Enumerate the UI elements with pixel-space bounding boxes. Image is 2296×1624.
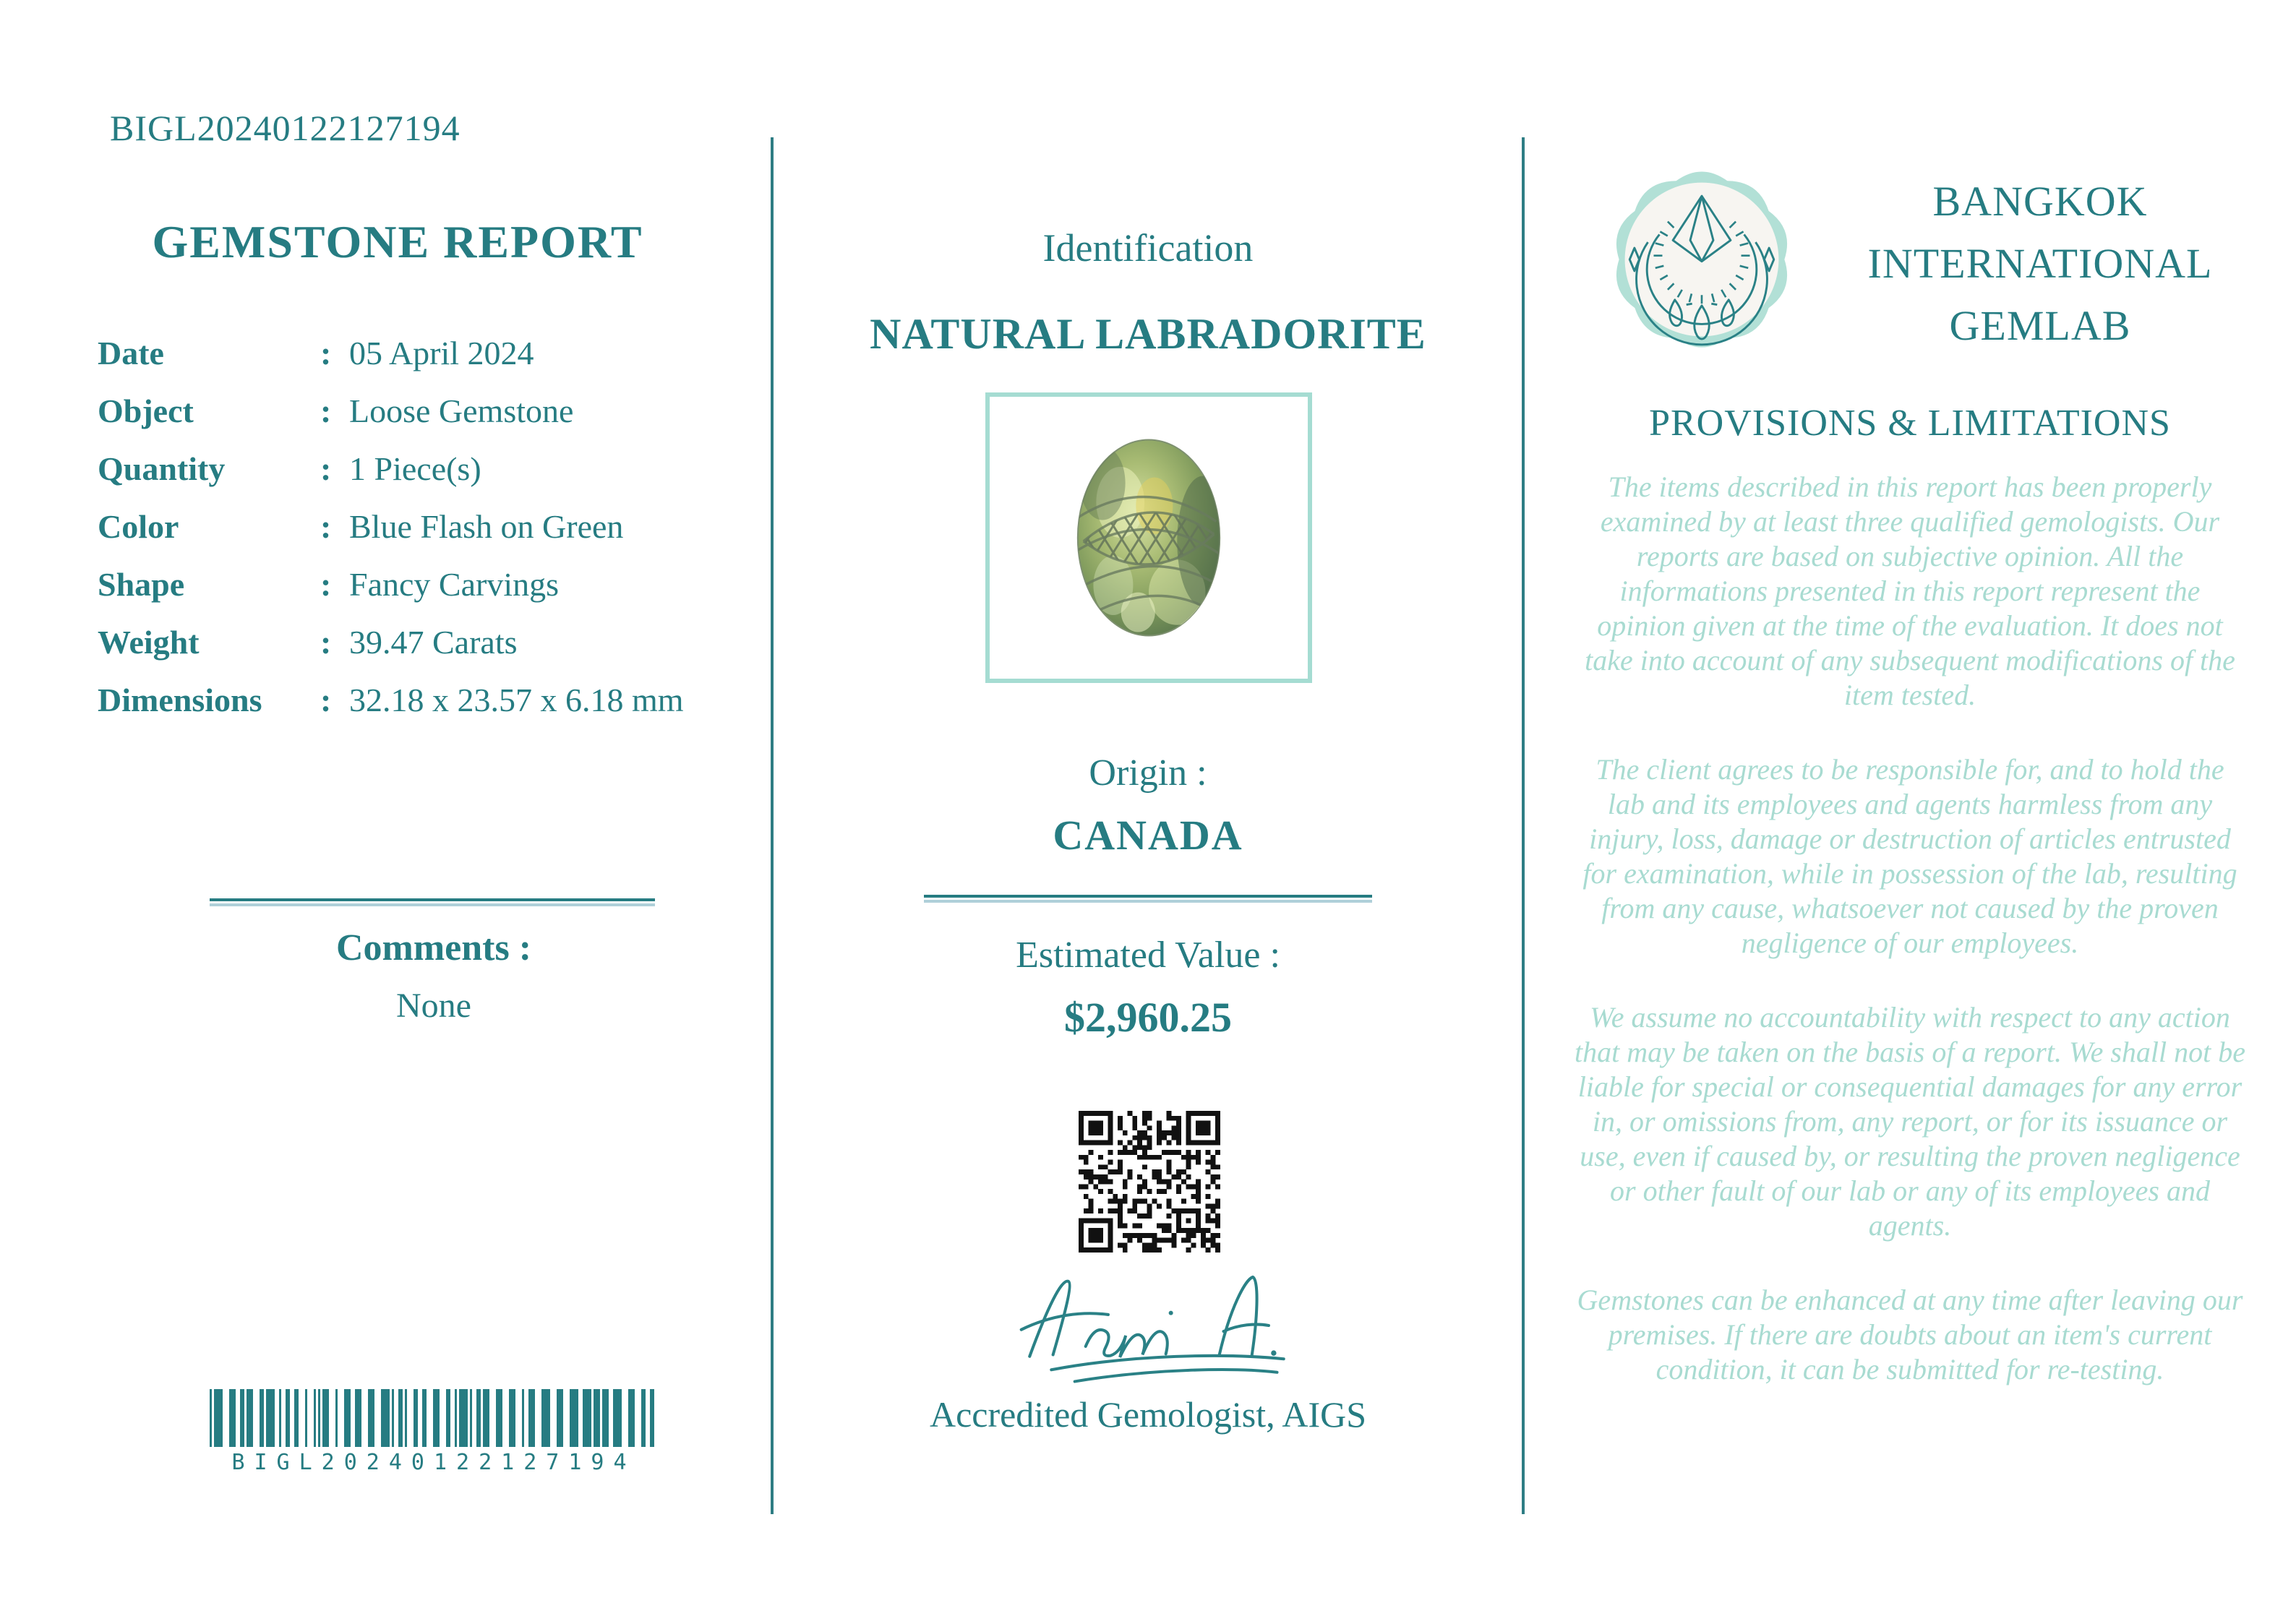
signatory-title: Accredited Gemologist, AIGS (929, 1394, 1367, 1435)
detail-label: Dimensions (98, 682, 262, 718)
table-row (98, 507, 748, 565)
origin-value: CANADA (1053, 812, 1243, 859)
origin-label: Origin : (1089, 752, 1207, 794)
provisions-heading: PROVISIONS & LIMITATIONS (1649, 403, 2171, 444)
detail-separator: : (320, 566, 332, 603)
provisions-paragraph: The items described in this report has been properly examined by at least three qualified gemologists. Our reports are based on subjective opinion. All the informations presented in this report represent the opinion given at the time of the evaluation. It does not take into account of any subsequent modifications of the item tested. (1585, 471, 2235, 711)
barcode-text: BIGL20240122127194 (231, 1450, 636, 1475)
comments-divider (210, 898, 655, 901)
gem-photo (1071, 434, 1227, 642)
table-row (98, 334, 748, 392)
report-title: GEMSTONE REPORT (152, 216, 643, 267)
detail-label: Color (98, 508, 179, 545)
lab-name-line: GEMLAB (1949, 302, 2131, 349)
stone-name: NATURAL LABRADORITE (870, 310, 1426, 358)
table-row (98, 450, 748, 507)
provisions-text (1574, 470, 2246, 1427)
detail-label: Quantity (98, 450, 226, 487)
lab-name (1816, 171, 2264, 357)
detail-separator: : (320, 624, 332, 661)
comments-label: Comments : (335, 927, 532, 968)
column-divider-left (771, 137, 774, 1514)
detail-separator: : (320, 508, 332, 545)
detail-label: Shape (98, 566, 185, 603)
lab-name-line: INTERNATIONAL (1867, 240, 2213, 287)
value-divider (924, 895, 1372, 898)
estimated-value-label: Estimated Value : (1016, 935, 1280, 976)
detail-separator: : (320, 335, 332, 371)
detail-value: Blue Flash on Green (349, 508, 624, 545)
barcode (210, 1389, 655, 1447)
lab-logo (1606, 163, 1798, 356)
detail-separator: : (320, 682, 332, 718)
detail-separator: : (320, 392, 332, 429)
detail-label: Object (98, 392, 194, 429)
table-row (98, 392, 748, 450)
detail-value: 39.47 Carats (349, 624, 518, 661)
table-row (98, 565, 748, 623)
detail-value: 05 April 2024 (349, 335, 534, 371)
signature (1005, 1256, 1308, 1390)
detail-value: 32.18 x 23.57 x 6.18 mm (349, 682, 684, 718)
qr-code (1079, 1111, 1220, 1253)
comments-value: None (396, 987, 471, 1025)
estimated-value: $2,960.25 (1064, 994, 1232, 1041)
column-divider-right (1522, 137, 1525, 1514)
detail-label: Weight (98, 624, 200, 661)
certificate-number: BIGL20240122127194 (110, 108, 461, 148)
provisions-paragraph: The client agrees to be responsible for, and to hold the lab and its employees and agents harmless from any injury, loss, damage or destruction of articles entrusted for examination, while in possession of the lab, resulting from any cause, whatsoever not caused by the proven negligence of our employees. (1582, 753, 2237, 959)
identification-heading: Identification (1042, 226, 1254, 270)
detail-value: 1 Piece(s) (349, 450, 481, 487)
gem-photo-frame (985, 392, 1312, 683)
table-row (98, 681, 748, 739)
provisions-paragraph: We assume no accountability with respect to any action that may be taken on the basis of a report. We shall not be liable for special or consequential damages for any error in, or omissions from, any report, or for its issuance or use, even if caused by, or resulting the proven negligence or other fault of our lab or any of its employees and agents. (1574, 1001, 2246, 1242)
lab-name-line: BANGKOK (1932, 178, 2148, 225)
provisions-paragraph: Gemstones can be enhanced at any time after leaving our premises. If there are doubts about an item's current condition, it can be submitted for re-testing. (1577, 1284, 2243, 1385)
detail-label: Date (98, 335, 164, 371)
detail-value: Fancy Carvings (349, 566, 560, 603)
report-details-table (98, 334, 748, 739)
detail-separator: : (320, 450, 332, 487)
table-row (98, 623, 748, 681)
detail-value: Loose Gemstone (349, 392, 574, 429)
